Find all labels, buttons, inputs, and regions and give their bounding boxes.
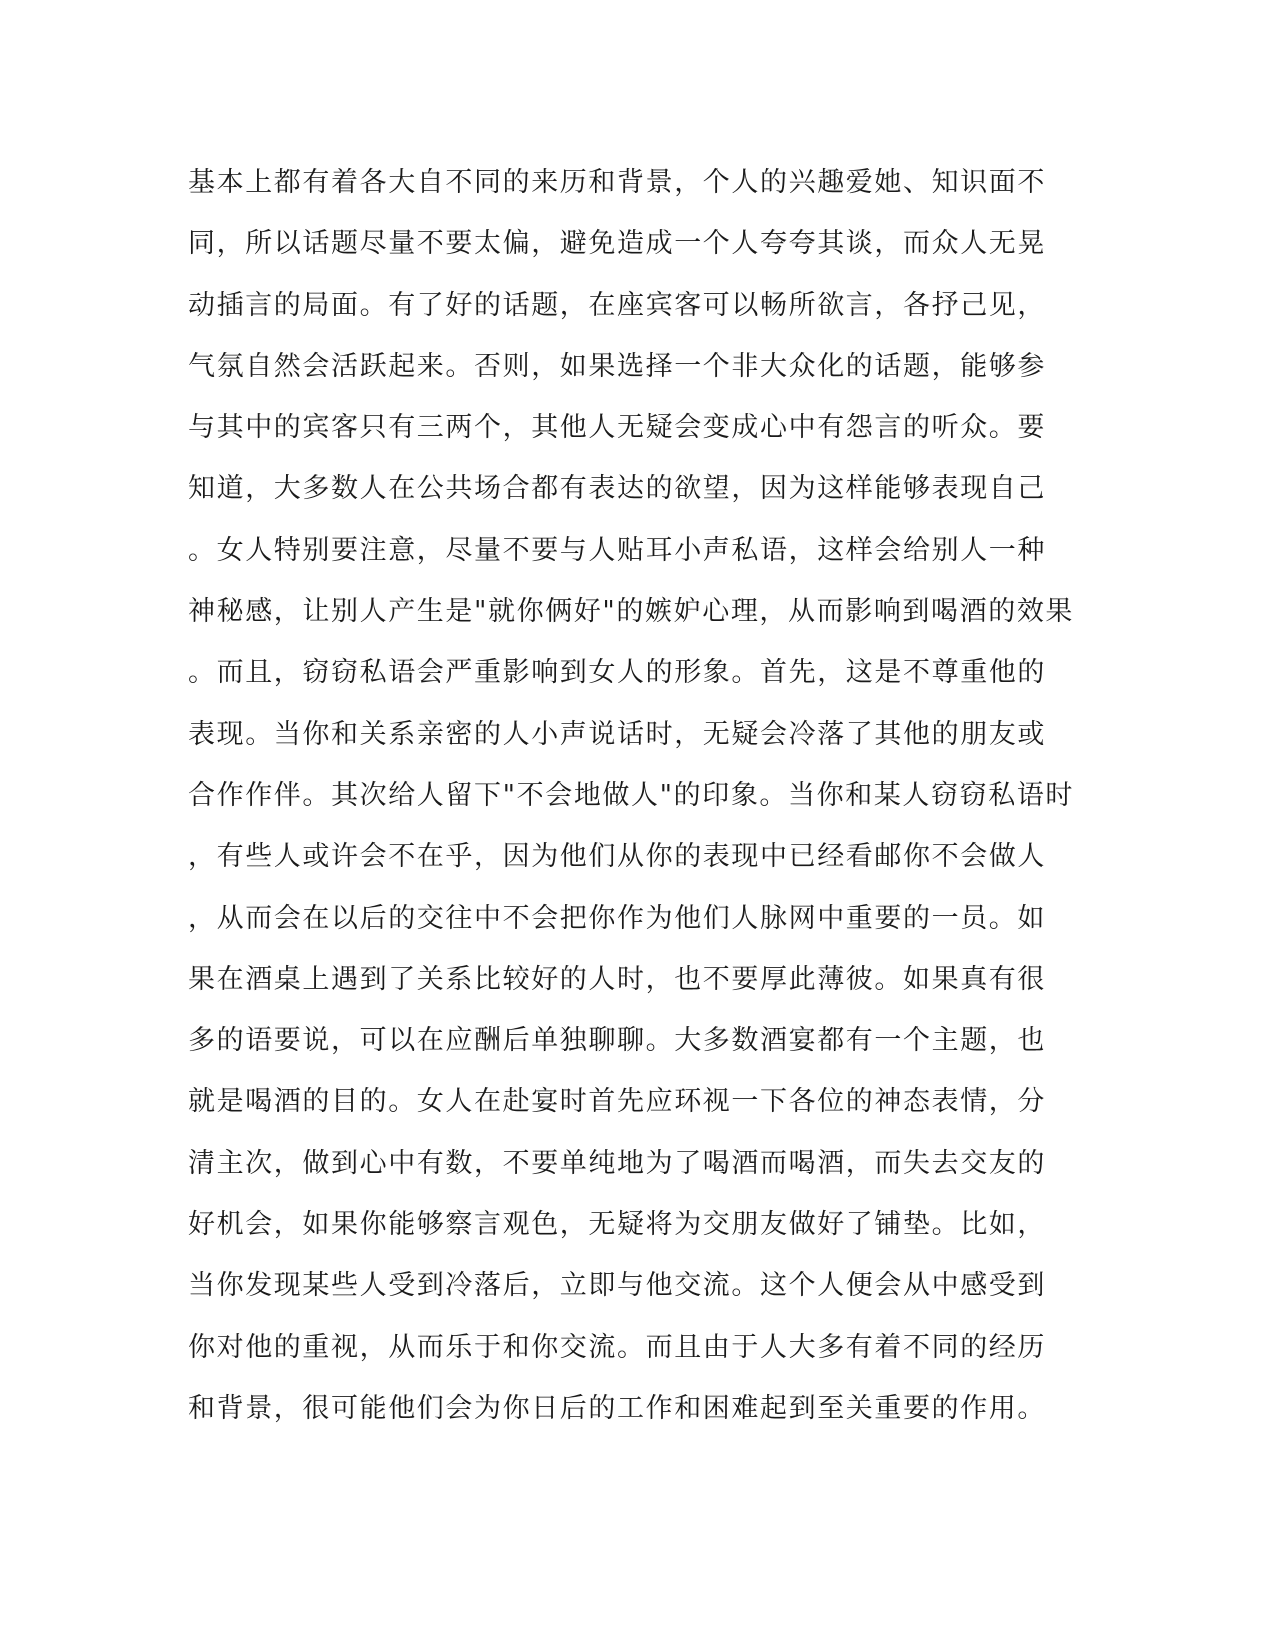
text-line-19: 当你发现某些人受到冷落后，立即与他交流。这个人便会从中感受到: [188, 1270, 1046, 1302]
text-line-18: 好机会，如果你能够察言观色，无疑将为交朋友做好了铺垫。比如，: [188, 1209, 1046, 1241]
text-line-3: 动插言的局面。有了好的话题，在座宾客可以畅所欲言，各抒己见，: [188, 289, 1046, 321]
text-line-15: 多的语要说，可以在应酬后单独聊聊。大多数酒宴都有一个主题，也: [188, 1025, 1046, 1057]
text-line-21: 和背景，很可能他们会为你日后的工作和困难起到至关重要的作用。: [188, 1392, 1046, 1424]
text-line-6: 知道，大多数人在公共场合都有表达的欲望，因为这样能够表现自己: [188, 473, 1046, 505]
text-line-20: 你对他的重视，从而乐于和你交流。而且由于人大多有着不同的经历: [188, 1331, 1046, 1363]
text-line-9: 。而且，窃窃私语会严重影响到女人的形象。首先，这是不尊重他的: [188, 657, 1046, 689]
text-line-5: 与其中的宾客只有三两个，其他人无疑会变成心中有怨言的听众。要: [188, 412, 1046, 444]
text-line-10: 表现。当你和关系亲密的人小声说话时，无疑会冷落了其他的朋友或: [188, 718, 1046, 750]
text-line-2: 同，所以话题尽量不要太偏，避免造成一个人夸夸其谈，而众人无晃: [188, 228, 1046, 260]
text-line-17: 清主次，做到心中有数，不要单纯地为了喝酒而喝酒，而失去交友的: [188, 1147, 1046, 1179]
body-text: [188, 163, 1075, 1450]
text-line-12: ，有些人或许会不在乎，因为他们从你的表现中已经看邮你不会做人: [188, 841, 1046, 873]
text-line-11: 合作作伴。其次给人留下"不会地做人"的印象。当你和某人窃窃私语时: [188, 779, 1075, 811]
text-line-8: 神秘感，让别人产生是"就你俩好"的嫉妒心理，从而影响到喝酒的效果: [188, 596, 1075, 628]
text-line-16: 就是喝酒的目的。女人在赴宴时首先应环视一下各位的神态表情，分: [188, 1086, 1046, 1118]
text-line-13: ，从而会在以后的交往中不会把你作为他们人脉网中重要的一员。如: [188, 902, 1046, 934]
text-line-1: 基本上都有着各大自不同的来历和背景，个人的兴趣爱她、知识面不: [188, 167, 1046, 198]
text-line-7: 。女人特别要注意，尽量不要与人贴耳小声私语，这样会给别人一种: [188, 534, 1046, 566]
text-line-4: 气氛自然会活跃起来。否则，如果选择一个非大众化的话题，能够参: [188, 350, 1046, 382]
text-line-14: 果在酒桌上遇到了关系比较好的人时，也不要厚此薄彼。如果真有很: [188, 963, 1046, 995]
